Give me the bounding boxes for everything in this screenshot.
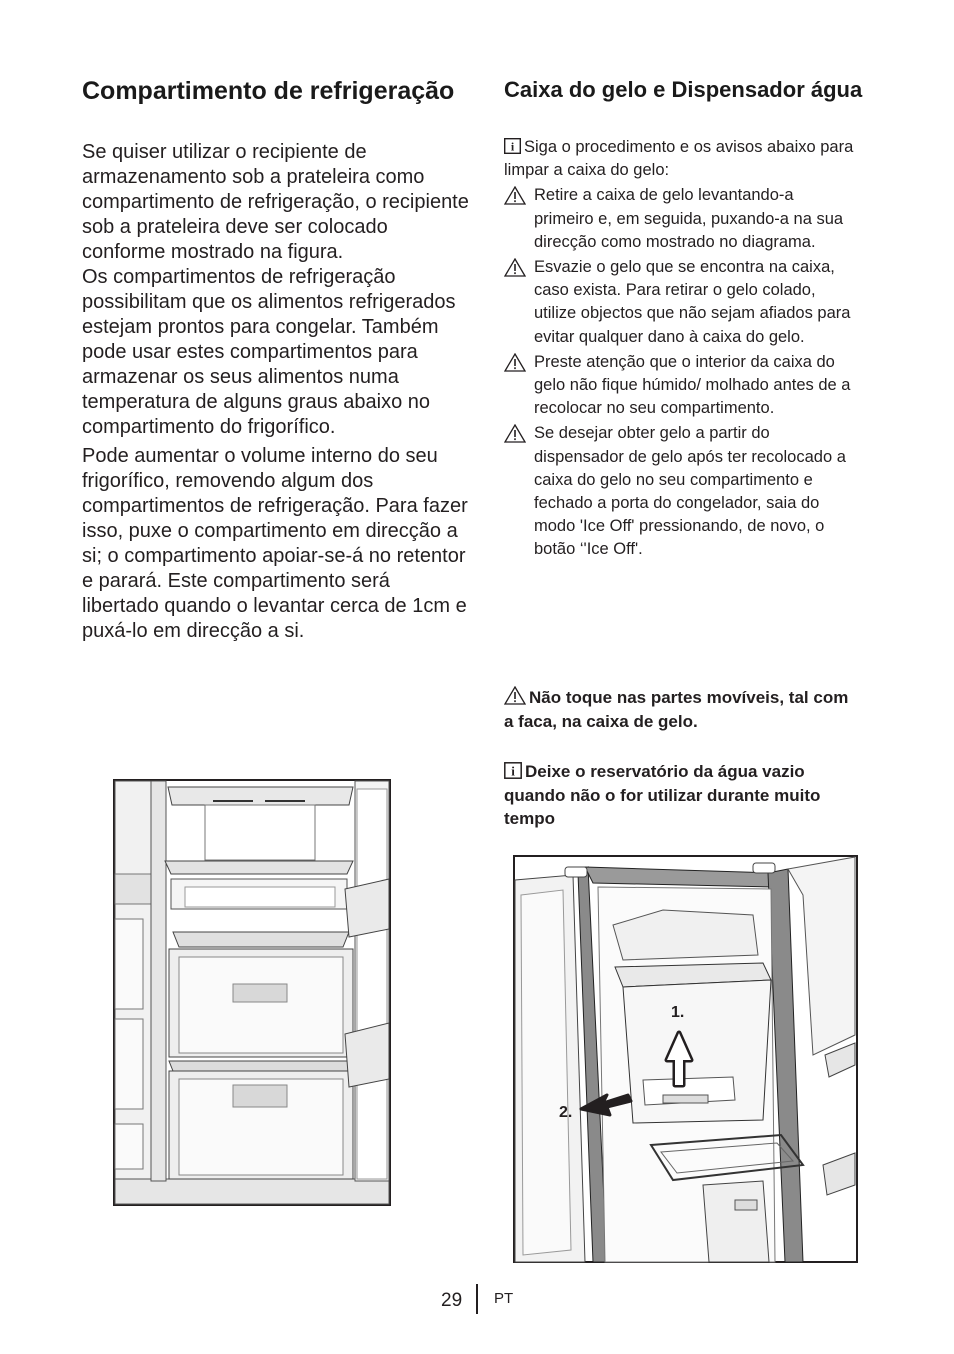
left-section-body <box>82 140 470 648</box>
language-code: PT <box>494 1290 514 1307</box>
info-text: Deixe o reservatório da água vazio quando não o for utilizar durante muito tempo <box>504 762 821 828</box>
svg-text:i: i <box>511 763 515 779</box>
arrow-label-2: 2. <box>559 1104 573 1121</box>
paragraph: Se quiser utilizar o recipiente de armazenamento sob a prateleira como compartimento de refrigeração, o recipiente sob a prateleira deve ser colocado conforme mostrado na figura. Os compartimentos de refrigeração possibilitam que os alimentos refrigerados estejam prontos para congelar. Também pode usar estes compartimentos para armazenar os seus alimentos numa temperatura de alguns graus abaixo no compartimento do frigorífico. <box>82 141 469 438</box>
fridge-compartment-illustration <box>113 779 391 1206</box>
info-icon <box>504 762 522 779</box>
right-section-title: Caixa do gelo e Dispensador água <box>504 77 863 102</box>
list-item <box>504 184 854 254</box>
svg-text:i: i <box>510 139 515 154</box>
ice-box-illustration <box>513 855 858 1263</box>
page-number: 29 <box>441 1290 463 1311</box>
list-item <box>504 351 854 421</box>
paragraph: Pode aumentar o volume interno do seu frigorífico, removendo algum dos compartimentos de refrigeração. Para fazer isso, puxe o compartimento em direcção a si; o compartimento apoiar-se-á no retentor e parará. Este compartimento será libertado quando o levantar cerca de 1cm e puxá-lo em direcção a si. <box>82 445 468 642</box>
warning-triangle-icon <box>504 186 526 205</box>
warning-triangle-icon <box>504 258 526 277</box>
info-icon <box>504 138 521 154</box>
intro-text: Siga o procedimento e os avisos abaixo para limpar a caixa do gelo: <box>504 138 854 180</box>
info-notice <box>504 760 834 831</box>
footer-divider <box>476 1284 478 1314</box>
warning-triangle-icon <box>504 424 526 443</box>
list-item-text: Se desejar obter gelo a partir do dispensador de gelo após ter recolocado a caixa do gelo no seu compartimento e fechado a porta do congelador, saia do modo 'Ice Off' pressionando, de novo, o botão ‘'Ice Off'. <box>534 424 846 559</box>
list-item-text: Esvazie o gelo que se encontra na caixa, caso exista. Para retirar o gelo colado, utilize objectos que não sejam afiados para evitar qualquer dano à caixa do gelo. <box>534 258 851 346</box>
right-section-body <box>504 136 854 564</box>
list-item-text: Preste atenção que o interior da caixa do gelo não fique húmido/ molhado antes de a recolocar no seu compartimento. <box>534 352 851 418</box>
warning-triangle-icon <box>504 353 526 372</box>
list-item-text: Retire a caixa de gelo levantando-a primeiro e, em seguida, puxando-a na sua direcção como mostrado no diagrama. <box>534 186 844 251</box>
arrow-label-1: 1. <box>671 1004 685 1021</box>
warning-notice <box>504 686 854 733</box>
left-section-title: Compartimento de refrigeração <box>82 77 455 105</box>
warning-triangle-icon <box>504 686 526 705</box>
list-item <box>504 256 854 349</box>
list-item <box>504 422 854 561</box>
intro-paragraph <box>504 136 854 182</box>
warning-text: Não toque nas partes movíveis, tal com a faca, na caixa de gelo. <box>504 688 849 731</box>
